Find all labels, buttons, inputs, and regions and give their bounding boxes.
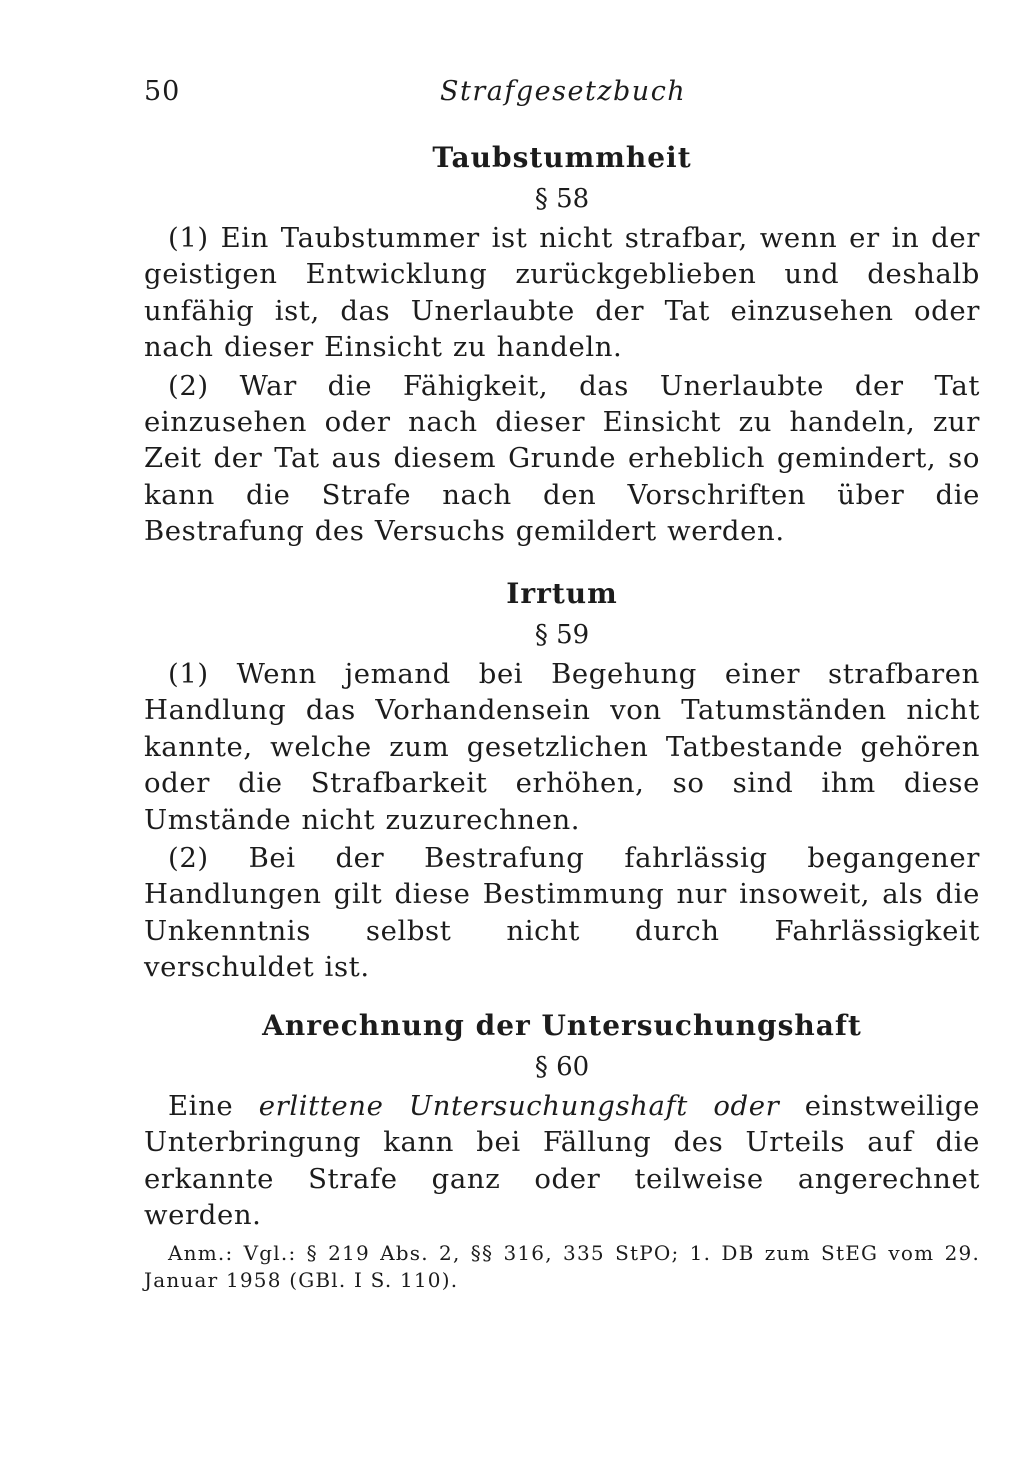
emphasized-text: erlittene Untersuchungshaft oder [258, 1090, 780, 1122]
section-heading: Taubstummheit [432, 141, 692, 174]
section-60 [144, 1008, 980, 1294]
paragraph-text: (1) Ein Taubstummer ist nicht strafbar, wenn er in der geistigen Entwicklung zurückgeblieben und deshalb unfähig ist, das Unerlaubte der Tat einzusehen oder nach dieser Einsicht zu handeln. [144, 222, 980, 364]
section-heading: Anrechnung der Untersuchungshaft [262, 1009, 862, 1042]
paragraph-number: § 58 [534, 184, 590, 214]
paragraph-text: (2) Bei der Bestrafung fahrlässig begangener Handlungen gilt diese Bestimmung nur insoweit, als die Unkenntnis selbst nicht durch Fahrlässigkeit verschuldet ist. [144, 842, 980, 984]
paragraph-number: § 60 [534, 1052, 590, 1082]
page-number: 50 [144, 76, 181, 107]
paragraph-text-start: Eine [168, 1090, 259, 1122]
paragraph-text: (1) Wenn jemand bei Begehung einer strafbaren Handlung das Vorhandensein von Tatumständen nicht kannte, welche zum gesetzlichen Tatbestande gehören oder die Strafbarkeit erhöhen, so sind ihm diese Umstände nicht zuzurechnen. [144, 658, 980, 836]
document-page [144, 0, 980, 1464]
running-header [144, 76, 980, 116]
paragraph-text: (2) War die Fähigkeit, das Unerlaubte der Tat einzusehen oder nach dieser Einsicht zu handeln, zur Zeit der Tat aus diesem Grunde erheblich gemindert, so kann die Strafe nach den Vorschriften über die Bestrafung des Versuchs gemildert werden. [144, 369, 980, 548]
running-title: Strafgesetzbuch [440, 76, 687, 107]
section-58 [144, 140, 980, 550]
paragraph-number: § 59 [534, 620, 590, 650]
annotation-note: Anm.: Vgl.: § 219 Abs. 2, §§ 316, 335 StPO; 1. DB zum StEG vom 29. Januar 1958 (GBl. I S. 110). [144, 1240, 980, 1292]
paragraph-text [144, 1088, 980, 1234]
section-heading: Irrtum [506, 577, 618, 610]
paragraph-text-end: einstweilige Unterbringung kann bei Fällung des Urteils auf die erkannte Strafe ganz oder teilweise angerechnet werden. [144, 1090, 980, 1232]
section-59 [144, 576, 980, 986]
